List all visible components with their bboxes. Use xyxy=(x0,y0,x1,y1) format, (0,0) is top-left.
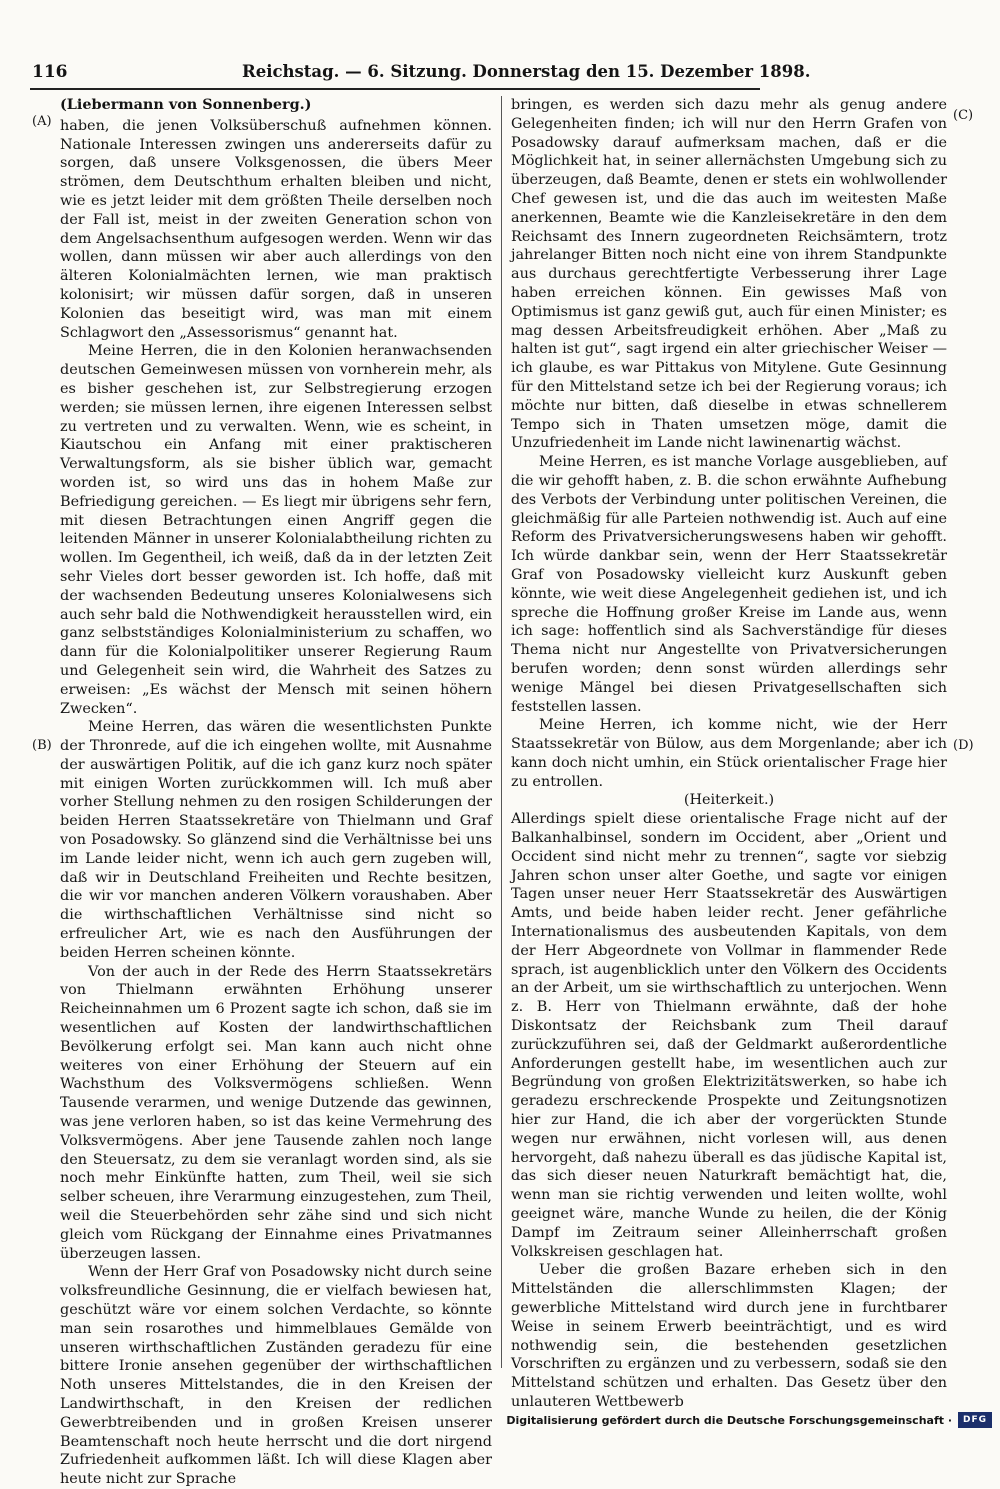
page-header xyxy=(32,62,811,88)
digitization-credit xyxy=(506,1412,992,1428)
paragraph: bringen, es werden sich dazu mehr als genug andere Gelegenheiten finden; ich will nur den Herrn Grafen von Posadowsky darauf aufmerksam machen, daß er die Möglichkeit hat, in seiner allernächsten Umgebung sich zu überzeugen, daß Beamte, denen er stets ein wohlwollender Chef gewesen ist, und die das auch im weitesten Maße anerkennen, Beamte wie die Kanzleisekretäre in den dem Reichsamt des Innern zugeordneten Reichsämtern, trotz jahrelanger Bitten noch nicht eine von ihrem Standpunkte aus durchaus gerechtfertigte Verbesserung ihrer Lage haben erreichen können. Ein gewisses Maß von Optimismus ist ganz gewiß gut, auch für einen Minister; es mag dessen Arbeitsfreudigkeit erhöhen. Aber „Maß zu halten ist gut“, sagt irgend ein alter griechischer Weiser — ich glaube, es war Pittakus von Mitylene. Gute Gesinnung für den Mittelstand setze ich bei der Regierung voraus; ich möchte nur bitten, daß dieselbe in etwas schnellerem Tempo sich in Thaten umsetzen möge, damit die Unzufriedenheit im Lande nicht lawinenartig wächst. xyxy=(511,97,947,452)
paragraph: Allerdings spielt diese orientalische Frage nicht auf der Balkanhalbinsel, sondern im Occident, aber „Orient und Occident sind nicht mehr zu trennen“, sagte vor siebzig Jahren schon unser alter Goethe, und sagte vor einigen Tagen unser neuer Herr Staatssekretär des Auswärtigen Amts, und beide haben leider recht. Jener gefährliche Internationalismus des ausbeutenden Kapitals, von dem der Herr Abgeordnete von Vollmar in flammender Rede sprach, ist augenblicklich unter den Völkern des Occidents an der Arbeit, um sie wirthschaftlich zu unterjochen. Wenn z. B. Herr von Thielmann erwähnte, daß der hohe Diskontsatz der Reichsbank zum Theil darauf zurückzuführen sei, daß der Geldmarkt außerordentliche Anforderungen gestellt habe, im wesentlichen auch zur Begründung von großen Elektrizitätswerken, so habe ich geradezu erschreckende Prospekte und Zeitungsnotizen hier zur Hand, die ich aber der vorgerückten Stunde wegen nur erwähnen, nicht vorlesen will, aus denen hervorgeht, daß nahezu überall es das jüdische Kapital ist, das sich dieser neuen Naturkraft bemächtigt hat, die, wenn man sie richtig verwenden und leiten wollte, wohl geeignet wäre, manche Wunde zu heilen, die der König Dampf im Zeitraum seiner Alleinherrschaft großen Volkskreisen geschlagen hat. xyxy=(511,811,947,1260)
margin-marker-a: (A) xyxy=(32,114,52,129)
dfg-logo: DFG xyxy=(958,1412,992,1428)
margin-marker-b: (B) xyxy=(32,738,52,753)
page-number: 116 xyxy=(32,62,68,82)
running-head: Reichstag. — 6. Sitzung. Donnerstag den 15. Dezember 1898. xyxy=(242,62,811,81)
left-column xyxy=(60,96,492,1489)
speaker-name: (Liebermann von Sonnenberg.) xyxy=(60,96,312,113)
margin-marker-c: (C) xyxy=(953,108,974,123)
paragraph: Meine Herren, ich komme nicht, wie der Herr Staatssekretär von Bülow, aus dem Morgenlande; aber ich kann doch nicht umhin, ein Stück orientalischer Frage hier zu entrollen. xyxy=(511,717,947,790)
column-divider xyxy=(501,96,502,1368)
interjection: (Heiterkeit.) xyxy=(683,792,775,809)
margin-marker-d: (D) xyxy=(953,738,974,753)
paragraph: Ueber die großen Bazare erheben sich in den Mittelständen die allerschlimmsten Klagen; der gewerbliche Mittelstand wird durch jene in furchtbarer Weise in seinem Erwerb beeinträchtigt, und es wird nothwendig sein, die bestehenden gesetzlichen Vorschriften zu ergänzen und zu verbessern, sodaß sie den Mittelstand schützen und erhalten. Das Gesetz über den unlauteren Wettbewerb xyxy=(511,1262,947,1410)
paragraph: Wenn der Herr Graf von Posadowsky nicht durch seine volksfreundliche Gesinnung, die er vielfach bewiesen hat, geschützt wäre vor einem solchen Verdachte, so könnte man sein rosarothes und himmelblaues Gemälde von unseren wirthschaftlichen Zuständen geradezu für eine bittere Ironie ansehen gegenüber der wirthschaftlichen Noth unseres Mittelstandes, die in den Kreisen der Landwirthschaft, in den Kreisen der redlichen Gewerbtreibenden und in großen Kreisen unserer Beamtenschaft noch heute herrscht und die dort nirgend Zufriedenheit aufkommen läßt. Ich will diese Klagen aber heute nicht zur Sprache xyxy=(60,1264,492,1488)
paragraph: Von der auch in der Rede des Herrn Staatssekretärs von Thielmann erwähnten Erhöhung unserer Reicheinnahmen um 6 Prozent sagte ich schon, daß sie im wesentlichen auf Kosten der landwirthschaftlichen Bevölkerung erfolgt sei. Man kann auch nicht ohne weiteres von einer Erhöhung der Steuern auf ein Wachsthum des Volksvermögens schließen. Wenn Tausende verarmen, und wenige Dutzende das gewinnen, was jene verloren haben, so ist das keine Vermehrung des Volksvermögens. Aber jene Tausende zahlen noch lange den Steuersatz, zu dem sie veranlagt worden sind, als sie noch mehr Einkünfte hatten, zum Theil, weil sie sich selber scheuen, ihre Verarmung einzugestehen, zum Theil, weil die Steuerbehörden sehr zähe sind und sich nicht gleich vom Rückgang der Einnahme eines Privatmannes überzeugen lassen. xyxy=(60,963,492,1262)
paragraph: Meine Herren, das wären die wesentlichsten Punkte der Thronrede, auf die ich eingehen wollte, mit Ausnahme der auswärtigen Politik, auf die ich ganz kurz noch später mit einigen Worten zurückkommen will. Ich muß aber vorher Stellung nehmen zu den rosigen Schilderungen der beiden Herren Staatssekretäre von Thielmann und Graf von Posadowsky. So glänzend sind die Verhältnisse bei uns im Lande leider nicht, wenn ich auch gern zugeben will, daß wir in Deutschland Freiheiten und Rechte besitzen, die wir vor manchen anderen Völkern voraushaben. Aber die wirthschaftlichen Verhältnisse sind nicht so erfreulicher Art, wie es nach den Ausführungen der beiden Herren scheinen könnte. xyxy=(60,719,492,961)
paragraph: Meine Herren, es ist manche Vorlage ausgeblieben, auf die wir gehofft haben, z. B. die schon erwähnte Aufhebung des Verbots der Verbindung unter politischen Vereinen, die gleichmäßig für alle Parteien nothwendig ist. Auch auf eine Reform des Privatversicherungswesens haben wir gehofft. Ich würde dankbar sein, wenn der Herr Staatssekretär Graf von Posadowsky vielleicht kurz Auskunft geben könnte, wie weit diese Angelegenheit gediehen ist, und ich spreche die Hoffnung großer Kreise im Lande aus, wenn ich sage: hoffentlich sind als Sachverständige für dieses Thema nicht nur Angestellte von Privatversicherungen berufen worden; denn sonst würden allerdings sehr wenige Mängel bei diesen Privatgesellschaften sich feststellen lassen. xyxy=(511,454,947,715)
paragraph: haben, die jenen Volksüberschuß aufnehmen können. Nationale Interessen zwingen uns andererseits dafür zu sorgen, daß unsere Volksgenossen, die übers Meer strömen, dem Deutschthum erhalten bleiben und nicht, wie es jetzt leider mit dem größten Theile derselben noch der Fall ist, meist in der zweiten Generation schon von dem Angelsachsenthum aufgesogen werden. Wenn wir das wollen, dann müssen wir aber auch allerdings von den älteren Kolonialmächten lernen, wie man praktisch kolonisirt; wir müssen dafür sorgen, daß in unseren Kolonien das beseitigt wird, was man mit einem Schlagwort den „Assessorismus“ genannt hat. xyxy=(60,117,492,341)
paragraph: Meine Herren, die in den Kolonien heranwachsenden deutschen Gemeinwesen müssen von vornherein mehr, als es bisher geschehen ist, zur Selbstregierung erzogen werden; sie müssen lernen, ihre eigenen Interessen selbst zu vertreten und zu verwalten. Wenn, wie es scheint, in Kiautschou ein Anfang mit einer praktischeren Verwaltungsform, als sie bisher üblich war, gemacht worden ist, so wird uns das in hohem Maße zur Befriedigung gereichen. — Es liegt mir übrigens sehr fern, mit diesen Betrachtungen einen Angriff gegen die leitenden Männer in unserer Kolonialabtheilung richten zu wollen. Im Gegentheil, ich weiß, daß da in der letzten Zeit sehr Vieles dort besser geworden ist. Ich hoffe, daß mit der wachsenden Bedeutung unseres Kolonialwesens sich auch sehr bald die Nothwendigkeit herausstellen wird, ein ganz selbstständiges Kolonialministerium zu schaffen, wo dann für die Kolonialpolitiker unserer Regierung Raum und Gelegenheit sein wird, die Wahrheit des Satzes zu erweisen: „Es wächst der Mensch mit seinen höhern Zwecken“. xyxy=(60,343,492,717)
header-rule xyxy=(30,88,760,90)
right-column xyxy=(511,96,947,1412)
credit-text: Digitalisierung gefördert durch die Deutsche Forschungsgemeinschaft · xyxy=(506,1413,952,1427)
